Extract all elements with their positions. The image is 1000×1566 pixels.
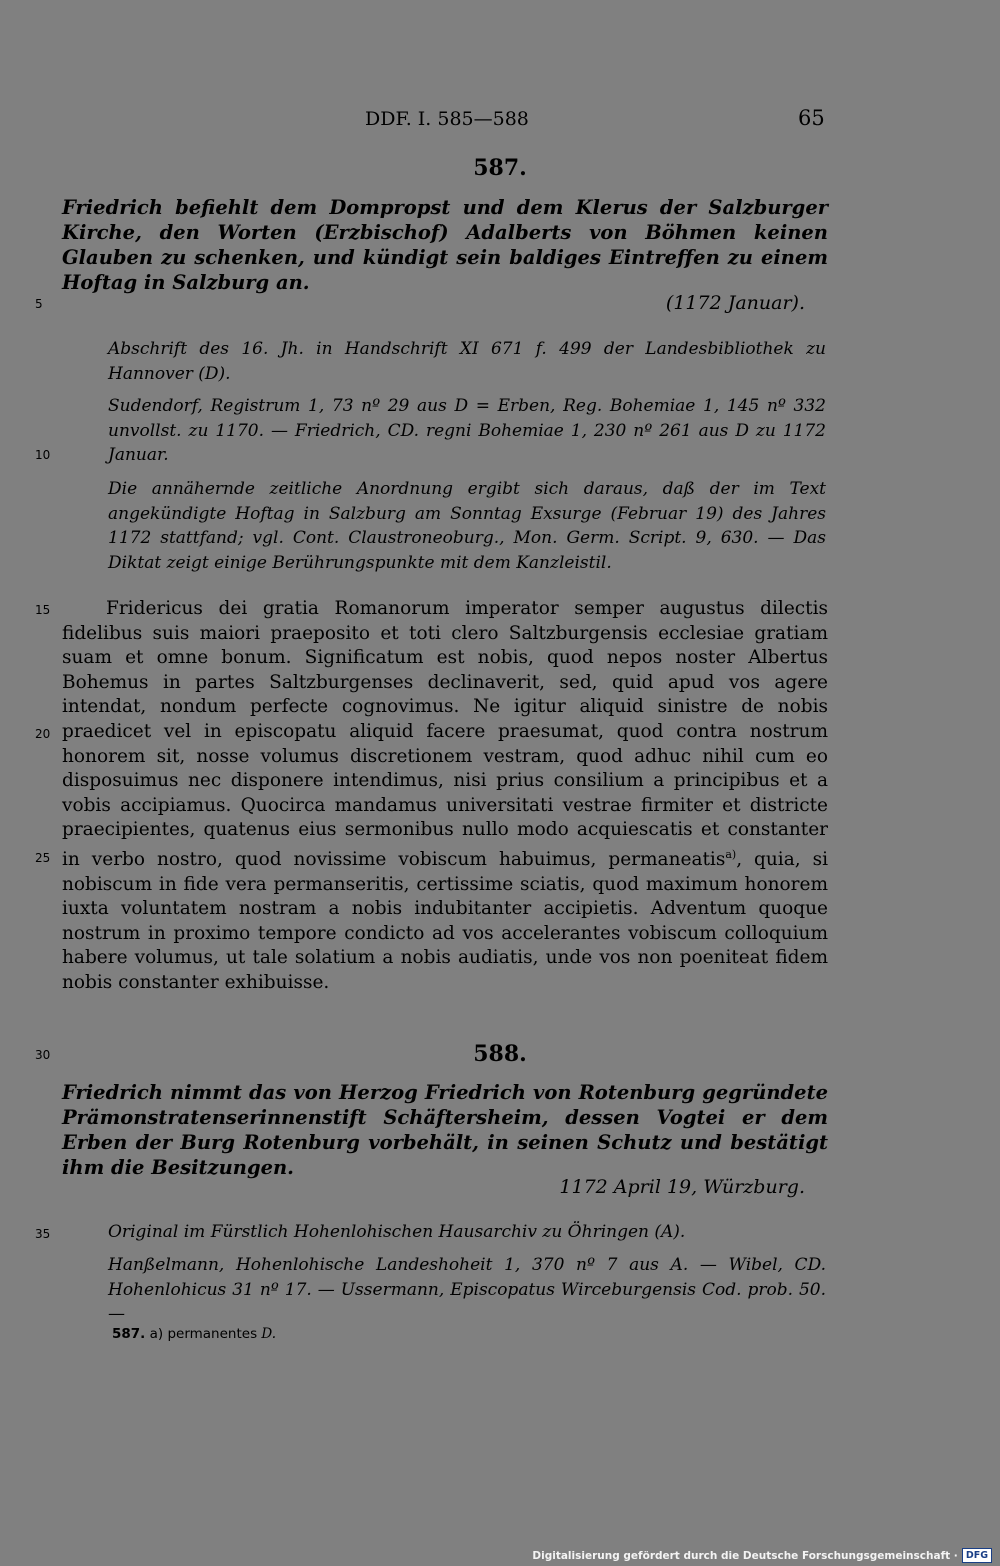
line-number: 5	[35, 297, 43, 311]
footnote	[112, 1326, 276, 1342]
footnote-siglum: D.	[261, 1326, 277, 1342]
footnote-text: a) permanentes	[149, 1326, 258, 1342]
document-number-588: 588.	[473, 1041, 527, 1067]
charter-text-587	[62, 597, 828, 996]
source-note-588: Original im Fürstlich Hohenlohischen Hausarchiv zu Öhringen (A).	[108, 1222, 686, 1242]
date-588: 1172 April 19, Würzburg.	[559, 1176, 805, 1198]
dating-note: Die annähernde zeitliche Anordnung ergibt sich daraus, daß der im Text angekündigte Hoftag in Salzburg am Sonntag Exsurge (Februar 19) des Jahres 1172 stattfand; vgl. Cont. Claustroneoburg., Mon. Germ. Script. 9, 630. — Das Diktat zeigt einige Berührungspunkte mit dem Kanzleistil.	[108, 479, 826, 573]
line-number: 15	[35, 603, 51, 617]
summary-587: Friedrich befiehlt dem Dompropst und dem Klerus der Salzburger Kirche, den Worten (Erzbischof) Adalberts von Böhmen keinen Glauben zu schenken, und kündigt sein baldiges Eintreffen zu einem Hoftag in Salzburg an.	[62, 196, 828, 294]
line-number: 20	[35, 727, 51, 741]
footnote-marker: a)	[725, 847, 737, 861]
digitization-credit	[532, 1548, 992, 1563]
date-587: (1172 Januar).	[665, 292, 805, 314]
document-number-587: 587.	[473, 155, 527, 181]
credit-text: Digitalisierung gefördert durch die Deutsche Forschungsgemeinschaft ·	[532, 1549, 958, 1562]
text-part-1: Fridericus dei gratia Romanorum imperator semper augustus dilectis fidelibus suis maiori praeposito et toti clero Saltzburgensis ecclesiae gratiam suam et omne bonum. Significatum est nobis, quod nepos noster Albertus Bohemus in partes Saltzburgenses declinaverit, sed, quid apud vos agere intendat, nondum perfecte cognovimus. Ne igitur aliquid sinistre de nobis praedicet vel in episcopatu aliquid facere praesumat, quod contra nostrum honorem sit, nosse volumus discretionem vestram, quod adhuc nihil cum eo disposuimus nec disponere intendimus, nisi prius consilium a principibus et a vobis accipiamus. Quocirca mandamus universitati vestrae firmiter et districte praecipientes, quatenus eius sermonibus nullo modo acquiescatis et constanter in verbo nostro, quod novissime vobiscum habuimus, permaneatis	[62, 598, 828, 871]
edition-note: Sudendorf, Registrum 1, 73 nº 29 aus D = Erben, Reg. Bohemiae 1, 145 nº 332 unvollst. zu 1170. — Friedrich, CD. regni Bohemiae 1, 230 nº 261 aus D zu 1172 Januar.	[108, 396, 826, 465]
line-number: 30	[35, 1048, 51, 1062]
line-number: 35	[35, 1227, 51, 1241]
page-number: 65	[798, 106, 825, 130]
dfg-logo-icon: DFG	[962, 1548, 992, 1563]
running-header: DDF. I. 585—588	[365, 108, 529, 130]
source-note: Abschrift des 16. Jh. in Handschrift XI 671 f. 499 der Landesbibliothek zu Hannover (D).	[108, 339, 826, 384]
footnote-ref: 587.	[112, 1326, 146, 1342]
line-number: 10	[35, 448, 51, 462]
line-number: 25	[35, 851, 51, 865]
summary-588: Friedrich nimmt das von Herzog Friedrich von Rotenburg gegründete Prämonstratenserinnenstift Schäftersheim, dessen Vogtei er dem Erben der Burg Rotenburg vorbehält, in seinen Schutz und bestätigt ihm die Besitzungen.	[62, 1081, 828, 1179]
edition-note-588: Hanßelmann, Hohenlohische Landeshoheit 1, 370 nº 7 aus A. — Wibel, CD. Hohenlohicus 31 nº 17. — Ussermann, Episcopatus Wirceburgensis Cod. prob. 50. —	[108, 1255, 826, 1324]
text-part-2: , quia, si nobiscum in fide vera permanseritis, certissime sciatis, quod maximum honorem iuxta voluntatem nostram a nobis indubitanter accipietis. Adventum quoque nostrum in proximo tempore condicto ad vos accelerantes vobiscum colloquium habere volumus, ut tale solatium a nobis audiatis, unde vos non poeniteat fidem nobis constanter exhibuisse.	[62, 849, 829, 994]
